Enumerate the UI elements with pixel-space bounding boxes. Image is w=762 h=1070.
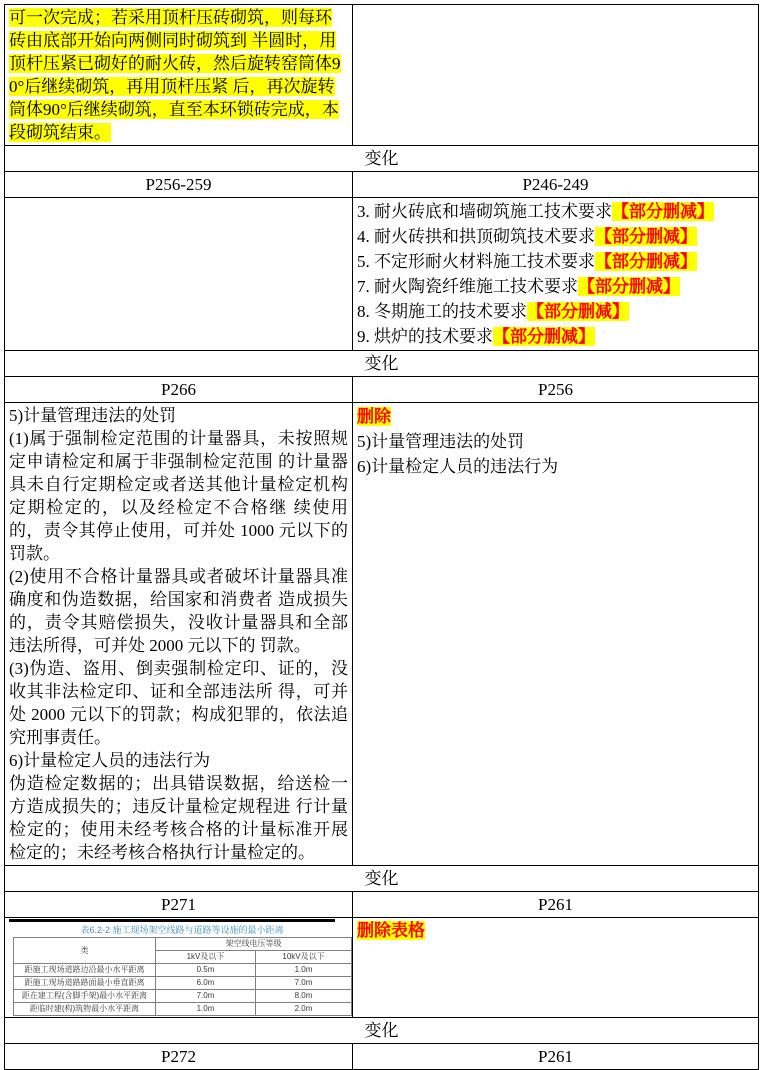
embedded-header-group: 架空线电压等级 <box>156 938 352 951</box>
embedded-row-value: 6.0m <box>156 977 256 990</box>
old-page-number: P266 <box>5 377 353 403</box>
change-label: 变化 <box>5 351 759 377</box>
paragraph: 5)计量管理违法的处罚 <box>9 406 177 425</box>
content-row-masonry <box>5 5 759 146</box>
paragraph: (3)伪造、盗用、倒卖强制检定印、证的，没收其非法检定印、证和全部违法所 得，可并处 2000 元以下的罚款；构成犯罪的，依法追究刑事责任。 <box>9 659 348 747</box>
deleted-tag-line <box>357 404 754 429</box>
change-row <box>5 146 759 172</box>
content-row-metrology <box>5 403 759 866</box>
embedded-row-value: 7.0m <box>156 990 256 1003</box>
paragraph: 6)计量检定人员的违法行为 <box>9 751 211 770</box>
content-row-refractory <box>5 198 759 351</box>
list-item-text: 8. 冬期施工的技术要求 <box>357 302 527 321</box>
new-page-number: P256 <box>353 377 759 403</box>
partial-deletion-tag: 【部分删减】 <box>595 252 697 271</box>
embedded-subheader-1kv: 1kV及以下 <box>156 951 256 964</box>
embedded-row-value: 1.0m <box>156 1003 256 1016</box>
new-page-number: P261 <box>353 1044 759 1070</box>
deleted-item: 5)计量管理违法的处罚 <box>357 432 525 451</box>
list-item-text: 9. 烘炉的技术要求 <box>357 327 493 346</box>
change-label: 变化 <box>5 866 759 892</box>
embedded-subheader-10kv: 10kV及以下 <box>256 951 352 964</box>
list-item <box>357 224 754 249</box>
page-row <box>5 172 759 198</box>
partial-deletion-tag: 【部分删减】 <box>493 327 595 346</box>
deleted-tag: 删除 <box>357 407 391 426</box>
embedded-distance-table <box>13 937 352 1016</box>
embedded-row-label: 距在建工程(含脚手架)最小水平距离 <box>14 990 156 1003</box>
deleted-table-tag: 删除表格 <box>357 921 425 940</box>
embedded-row-label: 距施工现场道路路面最小垂直距离 <box>14 977 156 990</box>
old-content-cell-distance-table <box>5 918 353 1018</box>
embedded-data-row <box>14 1003 352 1016</box>
change-label: 变化 <box>5 1018 759 1044</box>
list-item <box>357 299 754 324</box>
new-content-cell-empty <box>353 5 759 146</box>
old-page-number: P271 <box>5 892 353 918</box>
new-content-cell-metrology <box>353 403 759 866</box>
embedded-data-row <box>14 990 352 1003</box>
partial-deletion-tag: 【部分删减】 <box>612 202 714 221</box>
embedded-table-wrap <box>9 922 348 1016</box>
embedded-row-value: 7.0m <box>256 977 352 990</box>
revision-comparison-table <box>4 4 759 1070</box>
embedded-table-title: 表6.2-2 施工现场架空线路与道路等设施的最小距离 <box>80 925 284 935</box>
list-item-text: 4. 耐火砖拱和拱顶砌筑技术要求 <box>357 227 595 246</box>
embedded-row-value: 1.0m <box>256 964 352 977</box>
change-row <box>5 866 759 892</box>
embedded-header-row <box>14 938 352 951</box>
paragraph: (1)属于强制检定范围的计量器具，未按照规定申请检定和属于非强制检定范围 的计量器具未自行定期检定或者送其他计量检定机构定期检定的，以及经检定不合格继 续使用的，责令其停止使用，可并处 1000 元以下的罚款。 <box>9 429 348 563</box>
old-content-cell-metrology <box>5 403 353 866</box>
list-item-text: 7. 耐火陶瓷纤维施工技术要求 <box>357 277 578 296</box>
page-row <box>5 892 759 918</box>
embedded-data-row <box>14 977 352 990</box>
change-row <box>5 1018 759 1044</box>
new-page-number: P246-249 <box>353 172 759 198</box>
change-row <box>5 351 759 377</box>
new-content-cell-table-deleted <box>353 918 759 1018</box>
embedded-row-label: 距临时建(构)筑物最小水平距离 <box>14 1003 156 1016</box>
list-item-text: 5. 不定形耐火材料施工技术要求 <box>357 252 595 271</box>
content-row-distance-table <box>5 918 759 1018</box>
list-item <box>357 324 754 349</box>
paragraph: (2)使用不合格计量器具或者破坏计量器具准确度和伪造数据，给国家和消费者 造成损失的，责令其赔偿损失，没收计量器具和全部违法所得，可并处 2000 元以下的 罚款。 <box>9 567 348 655</box>
page-row <box>5 1044 759 1070</box>
old-page-number: P272 <box>5 1044 353 1070</box>
embedded-header-category: 类 <box>14 938 156 964</box>
embedded-row-value: 0.5m <box>156 964 256 977</box>
embedded-data-row <box>14 964 352 977</box>
paragraph: 伪造检定数据的；出具错误数据，给送检一方造成损失的；违反计量检定规程进 行计量检定的；使用未经考核合格的计量标准开展检定的；未经考核合格执行计量检定的。 <box>9 774 348 862</box>
old-page-number: P256-259 <box>5 172 353 198</box>
list-item-text: 3. 耐火砖底和墙砌筑施工技术要求 <box>357 202 612 221</box>
list-item <box>357 199 754 224</box>
deleted-item: 6)计量检定人员的违法行为 <box>357 457 559 476</box>
embedded-row-value: 8.0m <box>256 990 352 1003</box>
old-content-cell-empty <box>5 198 353 351</box>
embedded-row-value: 2.0m <box>256 1003 352 1016</box>
embedded-row-label: 距施工现场道路边沿最小水平距离 <box>14 964 156 977</box>
partial-deletion-tag: 【部分删减】 <box>595 227 697 246</box>
new-content-cell-refractory-list <box>353 198 759 351</box>
partial-deletion-tag: 【部分删减】 <box>578 277 680 296</box>
list-item <box>357 274 754 299</box>
list-item <box>357 249 754 274</box>
highlight-text-masonry: 可一次完成；若采用顶杆压砖砌筑，则每环砖由底部开始向两侧同时砌筑到 半圆时，用顶杆压紧已砌好的耐火砖，然后旋转窑筒体90°后继续砌筑，再用顶杆压紧 后，再次旋转筒体90°后继续砌筑，直至本环锁砖完成，本段砌筑结束。 <box>9 8 341 142</box>
change-label: 变化 <box>5 146 759 172</box>
old-content-cell-masonry <box>5 5 353 146</box>
new-page-number: P261 <box>353 892 759 918</box>
page-row <box>5 377 759 403</box>
partial-deletion-tag: 【部分删减】 <box>527 302 629 321</box>
